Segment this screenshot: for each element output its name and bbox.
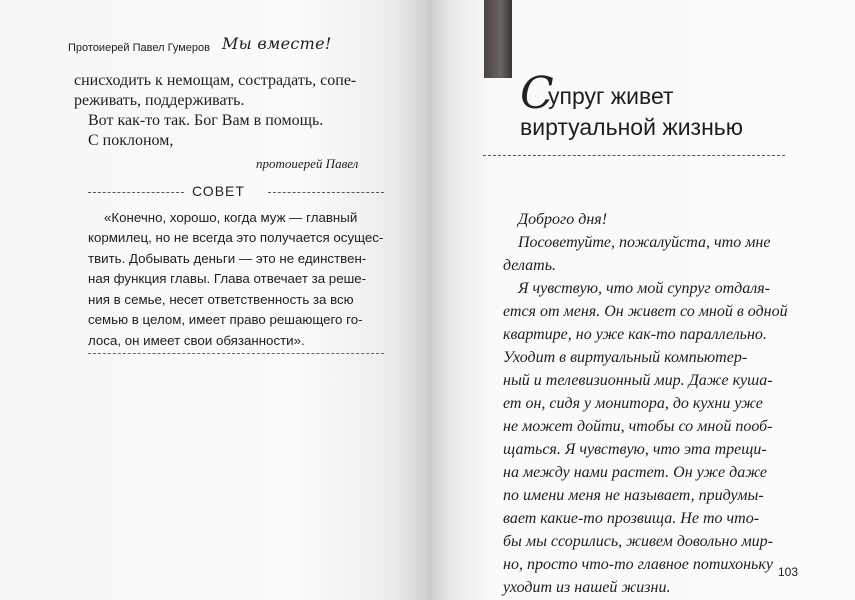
- body-line: снисходить к немощам, сострадать, сопе-: [74, 72, 357, 89]
- chapter-title-initial: С: [520, 68, 554, 119]
- letter-line: но, просто что-то главное потихоньку: [503, 556, 773, 573]
- letter-line: по имени меня не называет, придумы-: [503, 487, 764, 504]
- advice-line: ния в семье, несет ответственность за всю: [88, 292, 354, 307]
- dashed-divider: [88, 353, 384, 354]
- letter-line: делать.: [503, 257, 556, 274]
- advice-line: семью в целом, имеет право решающего го-: [88, 312, 363, 327]
- body-line: Вот как-то так. Бог Вам в помощь.: [88, 112, 324, 129]
- running-header-author: Протоиерей Павел Гумеров: [68, 42, 210, 54]
- body-line: реживать, поддерживать.: [74, 92, 245, 109]
- letter-line: ется от меня. Он живет со мной в одной: [503, 303, 788, 320]
- bookmark-ribbon: [484, 0, 512, 78]
- dashed-divider: [483, 155, 785, 156]
- advice-line: лоса, он имеет свои обязанности».: [88, 333, 305, 348]
- letter-line: Я чувствую, что мой супруг отдаля-: [518, 280, 770, 297]
- letter-line: квартире, но уже как-то параллельно.: [503, 326, 767, 343]
- running-header-book-title: Мы вместе!: [222, 34, 332, 53]
- dashed-divider: [268, 192, 384, 193]
- letter-line: уходит из нашей жизни.: [503, 579, 671, 596]
- letter-line: на между нами растет. Он уже даже: [503, 464, 767, 481]
- dashed-divider: [88, 192, 184, 193]
- letter-line: не может дойти, чтобы со мной пооб-: [503, 418, 773, 435]
- letter-line: щаться. Я чувствую, что эта трещи-: [503, 441, 767, 458]
- signature: протоиерей Павел: [256, 156, 359, 171]
- advice-heading: СОВЕТ: [192, 183, 245, 199]
- chapter-title-line-2: виртуальной жизнью: [520, 114, 744, 140]
- page-number: 103: [778, 565, 799, 579]
- letter-line: вает какие-то прозвища. Не то что-: [503, 510, 760, 527]
- letter-line: Уходит в виртуальный компьютер-: [503, 349, 748, 366]
- advice-line: «Конечно, хорошо, когда муж — главный: [104, 210, 358, 225]
- right-page: [428, 0, 855, 600]
- chapter-title-line-1: упруг живет: [548, 83, 674, 109]
- letter-line: ный и телевизионный мир. Даже кушa-: [503, 372, 773, 389]
- body-line: С поклоном,: [88, 132, 174, 149]
- advice-line: кормилец, но не всегда это получается осущес-: [88, 230, 384, 245]
- advice-line: твить. Добывать деньги — это не единствен-: [88, 251, 367, 266]
- advice-heading-row: [88, 184, 384, 198]
- advice-line: ная функция главы. Глава отвечает за реше-: [88, 271, 367, 286]
- letter-line: Посоветуйте, пожалуйста, что мне: [518, 234, 771, 251]
- letter-line: ет он, сидя у монитора, до кухни уже: [503, 395, 763, 412]
- letter-line: Доброго дня!: [518, 211, 608, 228]
- letter-line: бы мы ссорились, живем довольно мир-: [503, 533, 773, 550]
